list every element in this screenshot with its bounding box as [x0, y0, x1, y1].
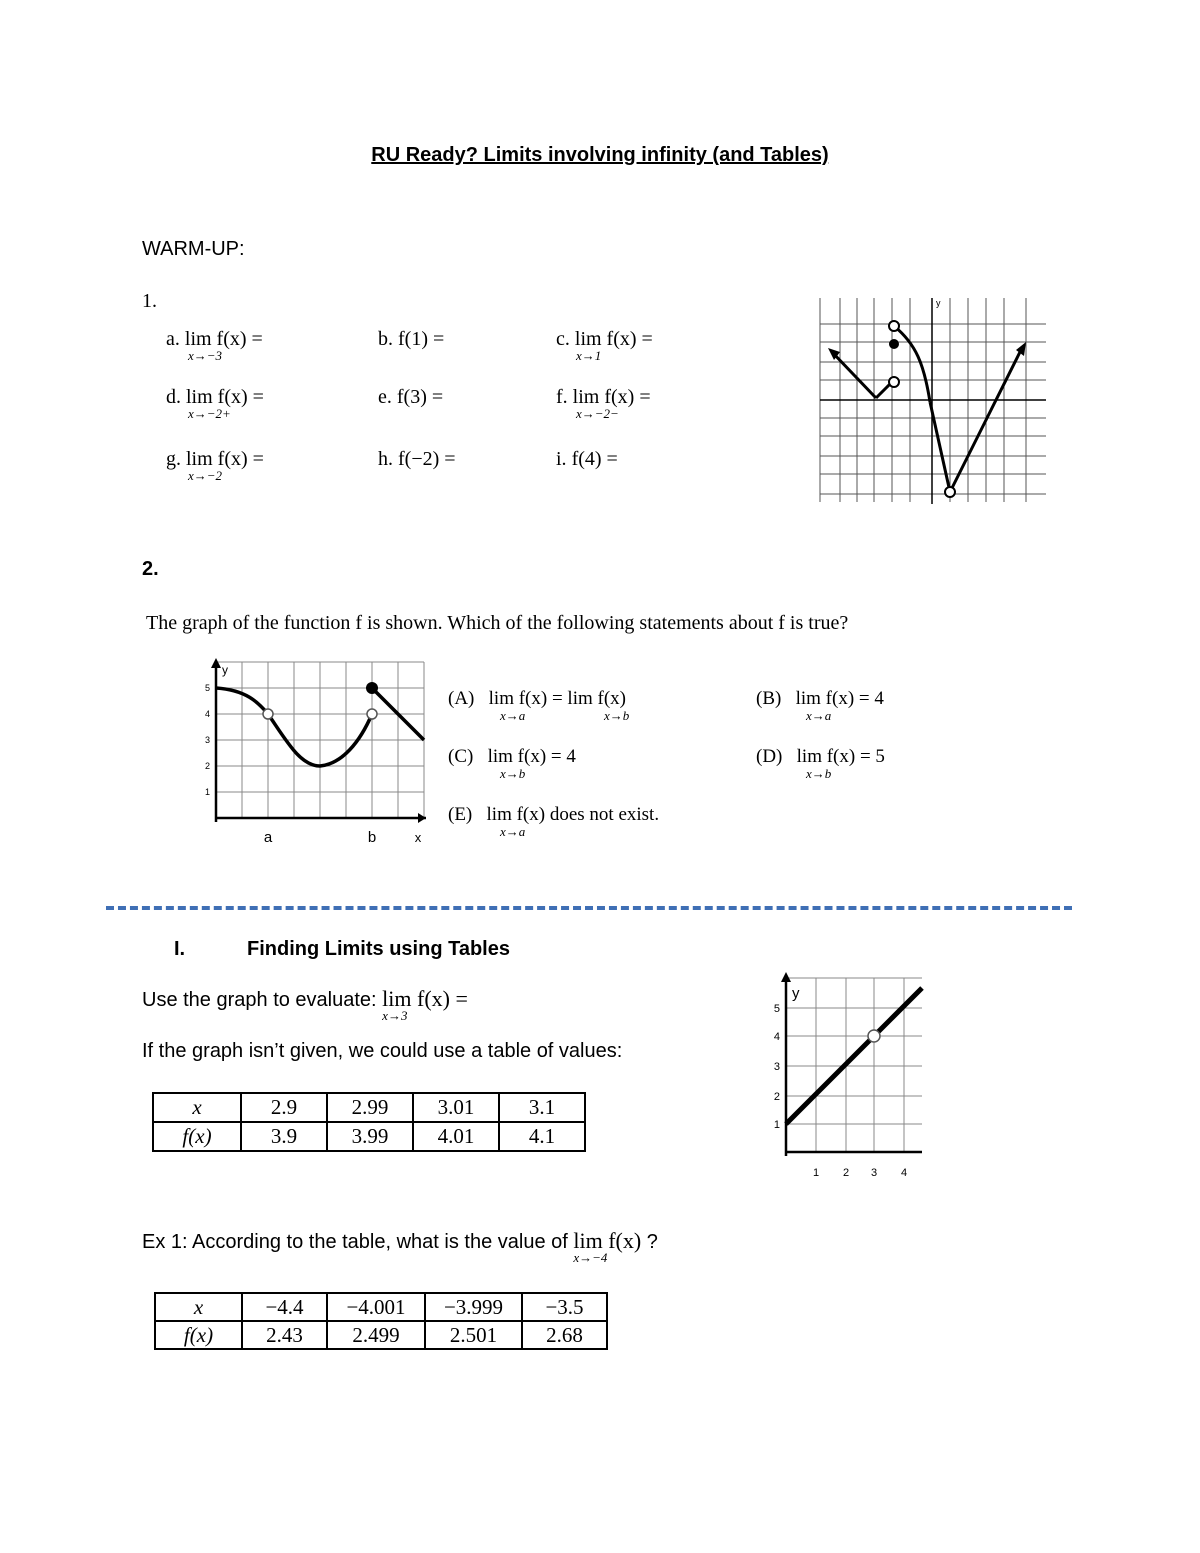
table-cell: 2.9 [241, 1093, 327, 1122]
values-table-1 [152, 1092, 586, 1152]
item-label: b. [378, 328, 393, 350]
item-expr: f(3) = [396, 386, 444, 408]
choice-text: lim f(x) = 4 [795, 688, 884, 709]
table-cell: 4.01 [413, 1122, 499, 1151]
problem-1-graph [816, 294, 1050, 506]
y-tick-3: 3 [204, 735, 210, 745]
table-row [155, 1293, 607, 1321]
item-sub: x→−2 [188, 468, 223, 483]
table-cell: −3.999 [425, 1293, 522, 1321]
y-tick-4: 4 [773, 1031, 780, 1043]
choice-label: (A) [448, 688, 475, 709]
table-cell: 2.501 [425, 1321, 522, 1349]
x-tick-4: 4 [900, 1167, 908, 1179]
graph-grid [786, 978, 922, 1152]
item-sub: x→−3 [188, 348, 223, 363]
y-tick-4: 4 [204, 709, 210, 719]
table-row [155, 1321, 607, 1349]
item-label: e. [378, 386, 392, 408]
warmup-label: WARM-UP: [142, 238, 245, 260]
choice-d [756, 746, 885, 781]
choice-label: (E) [448, 804, 473, 825]
problem-1-number: 1. [142, 290, 157, 312]
problem-1g [166, 448, 264, 483]
y-tick-1: 1 [773, 1119, 780, 1131]
section-divider [106, 906, 1072, 910]
expr-sub: x→−4 [573, 1250, 608, 1265]
y-axis-label: y [792, 985, 800, 1002]
arrow-right-icon [418, 813, 426, 823]
item-expr: f(1) = [398, 328, 445, 350]
y-tick-5: 5 [773, 1003, 780, 1015]
table-cell: f(x) [153, 1122, 241, 1151]
choice-a [448, 688, 630, 723]
item-label: c. [556, 328, 570, 350]
evaluate-expr [382, 986, 468, 1023]
x-tick-3: 3 [870, 1167, 878, 1179]
example-1-prompt [142, 1228, 658, 1265]
section-title: Finding Limits using Tables [247, 938, 510, 960]
problem-1e [378, 386, 443, 409]
item-sub: x→1 [576, 348, 602, 363]
y-axis-label: y [936, 298, 941, 308]
arrow-up-icon [781, 972, 791, 982]
open-point [367, 709, 377, 719]
values-table-2 [154, 1292, 608, 1350]
choice-text: lim f(x) = 5 [796, 746, 885, 767]
item-label: a. [166, 328, 180, 350]
choice-sub: x→a [500, 824, 526, 839]
table-cell: 3.99 [327, 1122, 413, 1151]
y-axis-label: y [222, 663, 228, 677]
table-cell: x [155, 1293, 242, 1321]
choice-text: lim f(x) = lim f(x) [488, 688, 626, 709]
problem-2-number: 2. [142, 558, 159, 580]
open-point [263, 709, 273, 719]
item-expr: lim f(x) = [572, 386, 651, 408]
item-label: d. [166, 386, 181, 408]
x-label-b: b [367, 829, 377, 846]
x-label-x: x [414, 830, 422, 845]
problem-1c [556, 328, 653, 363]
x-label-a: a [263, 829, 273, 846]
x-tick-1: 1 [812, 1167, 820, 1179]
example-end: ? [646, 1231, 658, 1253]
item-expr: lim f(x) = [574, 328, 653, 350]
table-cell: −3.5 [522, 1293, 607, 1321]
problem-1h [378, 448, 456, 471]
table-cell: f(x) [155, 1321, 242, 1349]
problem-1d [166, 386, 264, 421]
item-sub: x→−2+ [188, 406, 231, 421]
item-sub: x→−2− [576, 406, 619, 421]
table-cell: 3.1 [499, 1093, 585, 1122]
expr-text: lim f(x) [573, 1228, 642, 1253]
open-point [868, 1030, 880, 1042]
item-label: f. [556, 386, 568, 408]
problem-1b [378, 328, 444, 351]
item-expr: lim f(x) = [186, 386, 264, 408]
expr-sub: x→3 [382, 1008, 408, 1023]
closed-point [366, 682, 378, 694]
evaluate-prompt [142, 986, 468, 1023]
section-1-graph [766, 970, 926, 1182]
table-cell: 2.68 [522, 1321, 607, 1349]
choice-label: (D) [756, 746, 783, 767]
table-row [153, 1122, 585, 1151]
item-expr: f(−2) = [398, 448, 456, 470]
table-cell: −4.4 [242, 1293, 327, 1321]
choice-sub: x→b [806, 766, 832, 781]
choice-c [448, 746, 576, 781]
item-expr: lim f(x) = [186, 448, 264, 470]
choice-text: lim f(x) does not exist. [486, 804, 660, 825]
arrow-up-icon [211, 658, 221, 668]
table-cell: x [153, 1093, 241, 1122]
closed-point [889, 339, 899, 349]
open-point [945, 487, 955, 497]
table-cell: 3.9 [241, 1122, 327, 1151]
table-cell: 3.01 [413, 1093, 499, 1122]
choice-e [448, 804, 660, 839]
problem-1a [166, 328, 263, 363]
table-cell: 2.99 [327, 1093, 413, 1122]
page-title: RU Ready? Limits involving infinity (and Tables) [371, 144, 829, 166]
example-expr [573, 1228, 642, 1265]
choice-label: (B) [756, 688, 782, 709]
table-intro: If the graph isn’t given, we could use a table of values: [142, 1040, 623, 1062]
x-tick-2: 2 [842, 1167, 850, 1179]
y-tick-2: 2 [773, 1091, 780, 1103]
choice-sub: x→b [500, 766, 526, 781]
choice-b [756, 688, 884, 723]
open-point [889, 321, 899, 331]
choice-sub: x→b [604, 708, 630, 723]
choice-sub: x→a [500, 708, 526, 723]
item-expr: lim f(x) = [184, 328, 263, 350]
graph-grid [216, 662, 424, 818]
open-point [889, 377, 899, 387]
y-tick-3: 3 [773, 1061, 780, 1073]
table-cell: 4.1 [499, 1122, 585, 1151]
item-expr: f(4) = [571, 448, 618, 470]
section-numeral: I. [174, 938, 186, 960]
item-label: h. [378, 448, 393, 470]
item-label: g. [166, 448, 181, 470]
problem-2-question: The graph of the function f is shown. Which of the following statements about f is true? [146, 612, 849, 634]
y-tick-5: 5 [204, 683, 210, 693]
item-label: i. [556, 448, 567, 470]
evaluate-text: Use the graph to evaluate: [142, 989, 377, 1011]
y-tick-2: 2 [204, 761, 210, 771]
problem-1i [556, 448, 618, 471]
problem-1f [556, 386, 651, 421]
table-cell: 2.499 [327, 1321, 425, 1349]
table-cell: −4.001 [327, 1293, 425, 1321]
expr-text: lim f(x) = [382, 986, 468, 1011]
problem-2-graph [196, 656, 432, 848]
choice-sub: x→a [806, 708, 832, 723]
table-row [153, 1093, 585, 1122]
graph-curve [832, 326, 1022, 492]
table-cell: 2.43 [242, 1321, 327, 1349]
example-text: Ex 1: According to the table, what is the value of [142, 1231, 568, 1253]
choice-text: lim f(x) = 4 [487, 746, 576, 767]
choice-label: (C) [448, 746, 474, 767]
y-tick-1: 1 [204, 787, 210, 797]
